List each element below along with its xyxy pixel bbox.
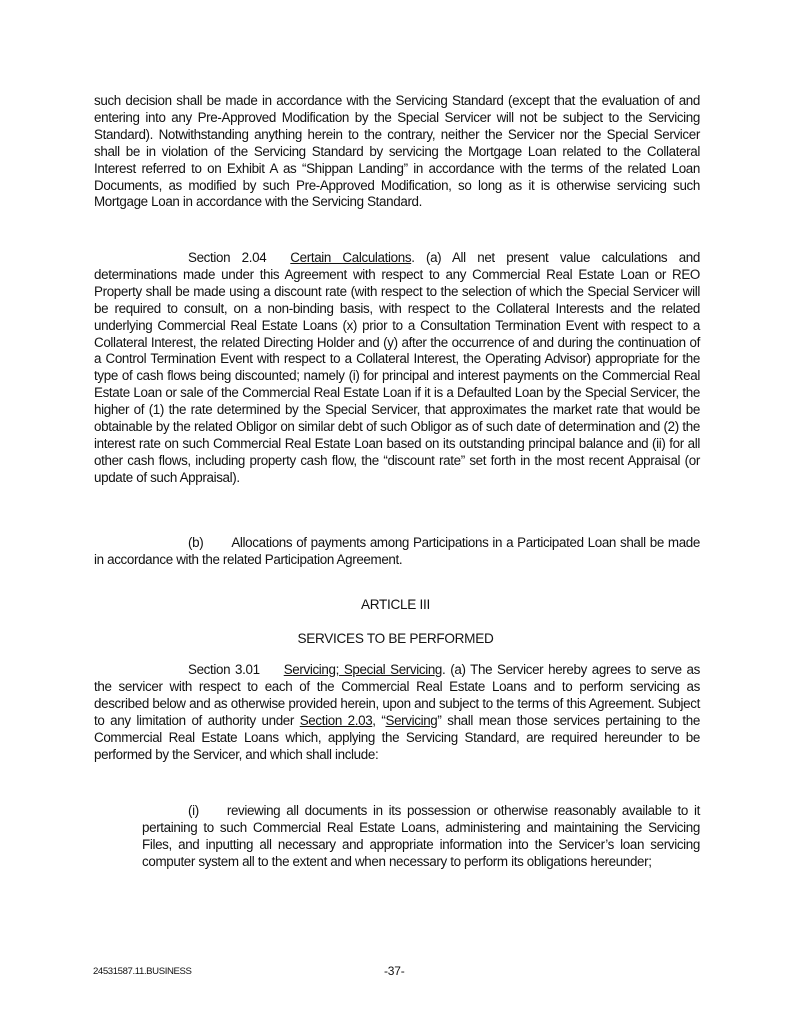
section-3-01-text-a1: (a) The Servicer hereby agrees to serve as the servicer with respect to each of the Commercial Real Estate Loans and to perform servicing as described below and as otherwise provided herein, upon and subject to the terms of this Agreement. Subject to any limitation of authority under bbox=[94, 662, 700, 728]
section-2-04-text-b: Allocations of payments among Participations in a Participated Loan shall be made in accordance with the related Participation Agreement. bbox=[94, 535, 700, 567]
section-3-01-item-i bbox=[142, 803, 700, 871]
footer-document-id: 24531587.11.BUSINESS bbox=[93, 966, 192, 977]
defined-term-servicing: Servicing bbox=[385, 712, 438, 728]
section-2-04-paragraph-a bbox=[94, 250, 700, 487]
section-3-01-paragraph-a bbox=[94, 662, 700, 763]
section-2-04-label-b: (b) bbox=[188, 535, 204, 550]
item-i-label: (i) bbox=[188, 803, 199, 818]
section-3-01-number: Section 3.01 bbox=[188, 662, 260, 677]
footer-page-number: -37- bbox=[384, 964, 405, 978]
section-2-03-reference[interactable]: Section 2.03 bbox=[299, 712, 373, 728]
section-3-01-text-a2: , “ bbox=[372, 712, 386, 728]
article-title: SERVICES TO BE PERFORMED bbox=[297, 631, 494, 646]
article-heading: ARTICLE III bbox=[361, 597, 430, 612]
section-3-01-title-suffix: . bbox=[442, 662, 446, 677]
section-2-04-paragraph-b bbox=[94, 535, 700, 569]
section-2-04-number: Section 2.04 bbox=[188, 250, 267, 265]
section-3-01-title: Servicing; Special Servicing bbox=[283, 662, 443, 677]
paragraph-continuation: such decision shall be made in accordance with the Servicing Standard (except that the evaluation of and entering into any Pre-Approved Modification by the Special Servicer will not be subject to the Servicing Standard). Notwithstanding anything herein to the contrary, neither the Servicer nor the Special Servicer shall be in violation of the Servicing Standard by servicing the Mortgage Loan related to the Collateral Interest referred to on Exhibit A as “Shippan Landing” in accordance with the terms of the related Loan Documents, as modified by such Pre-Approved Modification, so long as it is otherwise servicing such Mortgage Loan in accordance with the Servicing Standard. bbox=[94, 93, 700, 210]
section-2-04-title: Certain Calculations bbox=[290, 250, 412, 265]
item-i-text: reviewing all documents in its possession or otherwise reasonably available to it pertaining to such Commercial Real Estate Loans, administering and maintaining the Servicing Files, and inputting all necessary and appropriate information into the Servicer’s loan servicing computer system all to the extent and when necessary to perform its obligations hereunder; bbox=[142, 803, 700, 869]
section-3-01-text-a3: ” shall mean those services pertaining to the Commercial Real Estate Loans which, applying the Servicing Standard, are required hereunder to be performed by the Servicer, and which shall include: bbox=[94, 712, 700, 762]
section-2-04-title-suffix: . bbox=[411, 250, 415, 265]
section-2-04-text-a: (a) All net present value calculations and determinations made under this Agreement with respect to any Commercial Real Estate Loan or REO Property shall be made using a discount rate (with respect to the selection of which the Special Servicer will be required to consult, on a non-binding basis, with respect to the Collateral Interests and the related underlying Commercial Real Estate Loans (x) prior to a Consultation Termination Event with respect to a Collateral Interest, the related Directing Holder and (y) after the occurrence of and during the continuation of a Control Termination Event with respect to a Collateral Interest, the Operating Advisor) appropriate for the type of cash flows being discounted; namely (i) for principal and interest payments on the Commercial Real Estate Loan or sale of the Commercial Real Estate Loan if it is a Defaulted Loan by the Special Servicer, the higher of (1) the rate determined by the Special Servicer, that approximates the market rate that would be obtainable by the related Obligor on similar debt of such Obligor as of such date of determination and (2) the interest rate on such Commercial Real Estate Loan based on its outstanding principal balance and (ii) for all other cash flows, including property cash flow, the “discount rate” set forth in the most recent Appraisal (or update of such Appraisal). bbox=[94, 250, 700, 485]
